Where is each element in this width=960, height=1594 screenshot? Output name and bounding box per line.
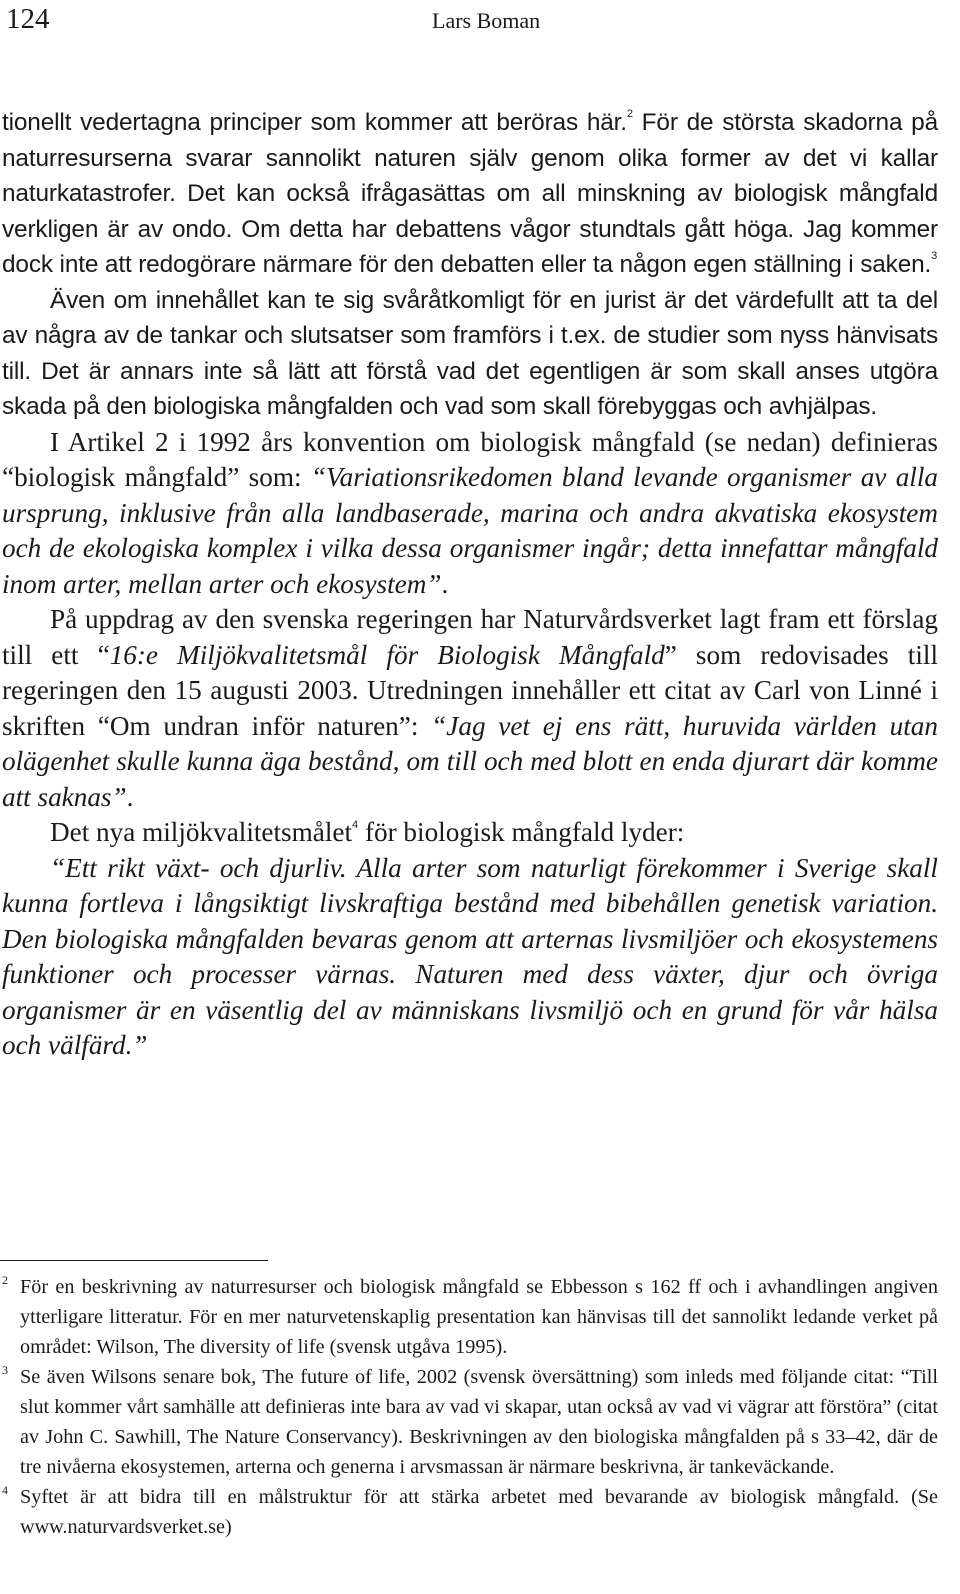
paragraph-1-text-a: tionellt vedertagna principer som kommer att beröras här. <box>2 109 627 136</box>
paragraph-3 <box>2 425 938 603</box>
footnote-marker: 3 <box>2 1363 8 1377</box>
running-head-author: Lars Boman <box>432 8 541 33</box>
footnote-4 <box>0 1482 938 1542</box>
paragraph-5-text-a: Det nya miljökvalitetsmålet <box>50 817 353 847</box>
convention-definition-quote: “Variationsrikedomen bland levande organismer av alla ursprung, inklusive från alla landbaserade, marina och andra akvatiska ekosystem och de ekologiska komplex i vilka dessa organismer ingår; detta innefattar mångfald inom arter, mellan arter och ekosystem” <box>2 462 938 599</box>
paragraph-4-text-a: På uppdrag av den svenska regeringen har Naturvårdsverket lagt fram ett förslag till ett “ <box>2 604 938 670</box>
footnote-marker: 2 <box>2 1273 8 1287</box>
proposal-title: 16:e Miljökvalitetsmål för Biologisk Mångfald <box>109 639 665 670</box>
body-text <box>2 105 938 1064</box>
paragraph-4 <box>2 602 938 815</box>
footnote-ref-2: 2 <box>626 108 633 120</box>
page-number: 124 <box>6 3 50 35</box>
paragraph-3-text: I Artikel 2 i 1992 års konvention om biologisk mångfald (se nedan) definieras “biologisk mångfald” som: <box>2 426 938 492</box>
footnote-ref-3: 3 <box>931 250 938 262</box>
footnote-text: Syftet är att bidra till en målstruktur för att stärka arbetet med bevarande av biologisk mångfald. (Se www.naturvardsverket.se) <box>20 1486 938 1538</box>
footnote-2 <box>0 1272 938 1362</box>
paragraph-4-text-b: ” som redovisades till regeringen den 15 augusti 2003. Utredningen innehåller ett citat av Carl von Linné i skriften “Om undran inför naturen”: <box>2 639 938 741</box>
footnote-marker: 4 <box>2 1483 8 1497</box>
linne-quote: “Jag vet ej ens rätt, huruvida världen utan olägenhet skulle kunna äga bestånd, om till och med blott en enda djurart där komme att saknas” <box>2 710 938 812</box>
paragraph-2: Även om innehållet kan te sig svåråtkomligt för en jurist är det värdefullt att ta del av några av de tankar och slutsatser som framförs i t.ex. de studier som nyss hänvisats till. Det är annars inte så lätt att förstå vad det egentligen är som skall anses utgöra skada på den biologiska mångfalden och vad som skall förebyggas och avhjälpas. <box>2 286 938 420</box>
paragraph-4-end: . <box>126 781 134 812</box>
paragraph-5 <box>2 815 938 851</box>
footnote-ref-4: 4 <box>352 819 359 831</box>
environmental-objective-quote: “Ett rikt växt- och djurliv. Alla arter som naturligt förekommer i Sverige skall kunna fortleva i långsiktigt livskraftiga bestånd med bibehållen genetisk variation. Den biologiska mångfalden bevaras genom att arternas livsmiljöer och ekosystemens funktioner och processer värnas. Naturen med dess växter, djur och övriga organismer är en väsentlig del av människans livsmiljö och en grund för vår hälsa och välfärd.” <box>2 852 938 1060</box>
footnote-3 <box>0 1362 938 1482</box>
footnote-divider <box>0 1260 268 1261</box>
paragraph-5-text-b: för biologisk mångfald lyder: <box>358 817 685 847</box>
footnote-text: För en beskrivning av naturresurser och biologisk mångfald se Ebbesson s 162 ff och i avhandlingen angiven ytterligare litteratur. För en mer naturvetenskaplig presentation kan hänvisas till det sannolikt ledande verket på området: Wilson, The diversity of life (svensk utgåva 1995). <box>20 1276 938 1358</box>
paragraph-1 <box>2 105 938 283</box>
paragraph-1-text-b: För de största skadorna på naturresurserna svarar sannolikt naturen själv genom olika former av det vi kallar naturkatastrofer. Det kan också ifrågasättas om all minskning av biologisk mångfald verkligen är av ondo. Om detta har debattens vågor stundtals gått höga. Jag kommer dock inte att redogörare närmare för den debatten eller ta någon egen ställning i saken. <box>2 109 938 278</box>
footnotes <box>0 1272 938 1542</box>
footnote-text: Se även Wilsons senare bok, The future of life, 2002 (svensk översättning) som inleds med följande citat: “Till slut kommer vårt samhälle att definieras inte bara av vad vi skapar, utan också av vad vi vägrar att förstöra” (citat av John C. Sawhill, The Nature Conservancy). Beskrivningen av den biologiska mångfalden på s 33–42, där de tre nivåerna ekosystemen, arterna och generna i arvsmassan är närmare beskrivna, är tankeväckande. <box>20 1366 938 1478</box>
paragraph-3-end: . <box>441 568 449 599</box>
